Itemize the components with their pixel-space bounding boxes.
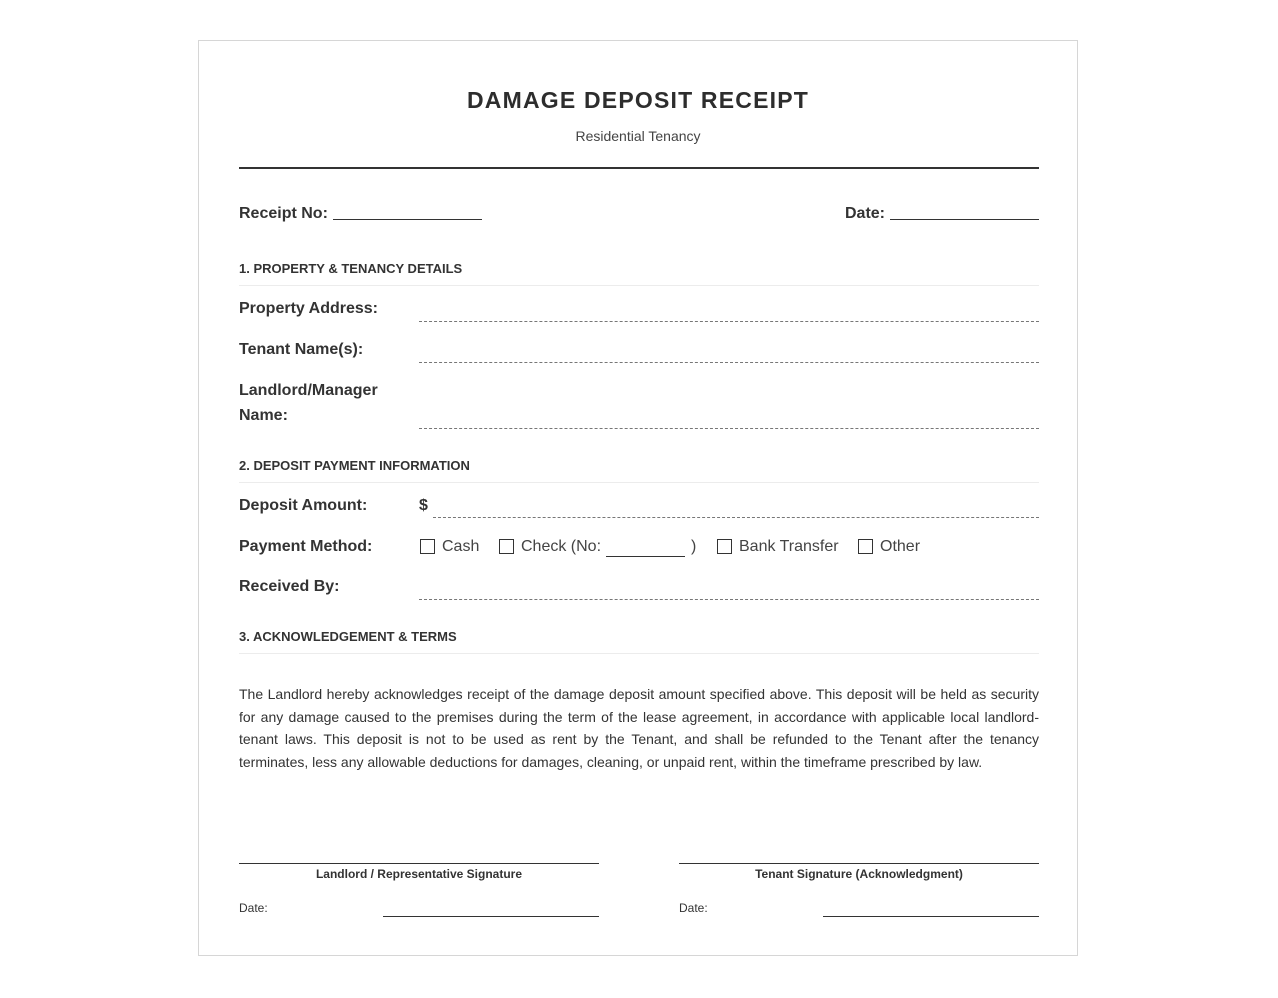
header-divider	[239, 167, 1039, 169]
bank-transfer-option-label: Bank Transfer	[739, 538, 839, 555]
tenant-date-field[interactable]	[823, 916, 1039, 917]
landlord-date-label: Date:	[239, 901, 268, 915]
tenant-signature-line[interactable]	[679, 863, 1039, 864]
deposit-amount-label: Deposit Amount:	[239, 497, 368, 514]
received-by-label: Received By:	[239, 578, 340, 595]
cash-option-label: Cash	[442, 538, 480, 555]
document-subtitle: Residential Tenancy	[575, 128, 701, 144]
other-checkbox[interactable]	[858, 539, 873, 554]
payment-method-label: Payment Method:	[239, 538, 373, 555]
landlord-date-field[interactable]	[383, 916, 599, 917]
landlord-signature-label: Landlord / Representative Signature	[315, 867, 523, 881]
tenant-names-label: Tenant Name(s):	[239, 341, 364, 358]
section-property-heading: 1. PROPERTY & TENANCY DETAILS	[239, 261, 1039, 286]
currency-symbol: $	[419, 497, 428, 514]
property-address-field[interactable]	[419, 321, 1039, 322]
bank-transfer-checkbox[interactable]	[717, 539, 732, 554]
document-title: DAMAGE DEPOSIT RECEIPT	[466, 87, 810, 113]
terms-paragraph: The Landlord hereby acknowledges receipt of the damage deposit amount specified above. This deposit will be held as security for any damage caused to the premises during the term of the lease agreement, in accordance with applicable local landlord-tenant laws. This deposit is not to be used as rent by the Tenant, and shall be refunded to the Tenant after the tenancy terminates, less any allowable deductions for damages, cleaning, or unpaid rent, within the timeframe prescribed by law.	[239, 686, 1039, 771]
tenant-date-label: Date:	[679, 901, 708, 915]
landlord-name-label: Landlord/Manager Name:	[239, 382, 378, 424]
landlord-signature-line[interactable]	[239, 863, 599, 864]
receipt-no-field[interactable]	[333, 219, 482, 220]
landlord-name-field[interactable]	[419, 428, 1039, 429]
tenant-signature-label: Tenant Signature (Acknowledgment)	[755, 867, 963, 881]
received-by-field[interactable]	[419, 599, 1039, 600]
cash-checkbox[interactable]	[420, 539, 435, 554]
date-field[interactable]	[890, 219, 1039, 220]
other-option-label: Other	[880, 538, 921, 555]
property-address-label: Property Address:	[239, 300, 378, 317]
check-option-close: )	[691, 538, 697, 555]
section-terms-heading: 3. ACKNOWLEDGEMENT & TERMS	[239, 629, 1039, 654]
check-checkbox[interactable]	[499, 539, 514, 554]
deposit-amount-field[interactable]	[433, 517, 1039, 518]
section-deposit-heading: 2. DEPOSIT PAYMENT INFORMATION	[239, 458, 1039, 483]
receipt-no-label: Receipt No:	[239, 205, 328, 222]
tenant-names-field[interactable]	[419, 362, 1039, 363]
check-number-field[interactable]	[606, 556, 685, 557]
receipt-document	[198, 40, 1078, 956]
check-option-label: Check (No:	[521, 538, 602, 555]
date-label: Date:	[845, 205, 886, 222]
